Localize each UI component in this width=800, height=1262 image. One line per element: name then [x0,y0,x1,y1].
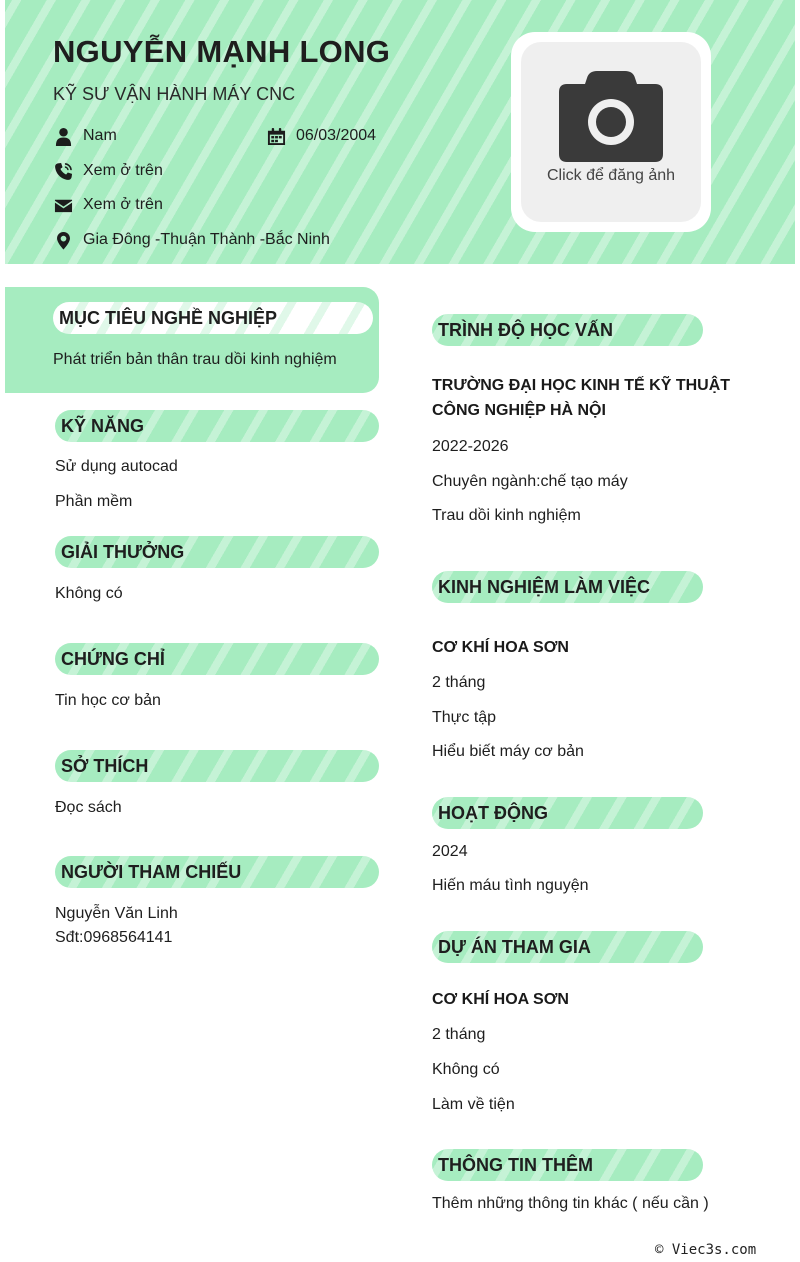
birthdate-row[interactable] [266,126,376,146]
activity-description[interactable]: Hiến máu tình nguyện [432,877,589,894]
photo-upload-label: Click để đăng ảnh [546,167,676,184]
phone-icon [53,161,73,181]
project-duration[interactable]: 2 tháng [432,1026,486,1043]
additional-info-heading[interactable]: THÔNG TIN THÊM [432,1149,703,1181]
envelope-icon [53,195,73,215]
skill-item[interactable]: Phần mềm [55,493,133,510]
award-item[interactable]: Không có [55,585,123,602]
objective-heading[interactable]: MỤC TIÊU NGHỀ NGHIỆP [53,302,373,334]
additional-info-text[interactable]: Thêm những thông tin khác ( nếu cần ) [432,1195,709,1212]
experience-company[interactable]: CƠ KHÍ HOA SƠN [432,639,569,656]
school-name-line2[interactable]: CÔNG NGHIỆP HÀ NỘI [432,402,606,419]
address-row[interactable] [53,230,330,250]
hobby-item[interactable]: Đọc sách [55,799,122,816]
cv-header [5,0,795,264]
skills-heading[interactable]: KỸ NĂNG [55,410,379,442]
experience-position[interactable]: Thực tập [432,709,497,726]
school-name-line1[interactable]: TRƯỜNG ĐẠI HỌC KINH TẾ KỸ THUẬT [432,377,731,394]
reference-phone[interactable]: Sđt:0968564141 [55,929,173,946]
education-heading[interactable]: TRÌNH ĐỘ HỌC VẤN [432,314,703,346]
experience-heading[interactable]: KINH NGHIỆM LÀM VIỆC [432,571,703,603]
candidate-name[interactable]: NGUYỄN MẠNH LONG [53,34,391,69]
certificate-item[interactable]: Tin học cơ bản [55,692,161,709]
photo-upload[interactable] [511,32,711,232]
hobbies-heading[interactable]: SỞ THÍCH [55,750,379,782]
projects-heading[interactable]: DỰ ÁN THAM GIA [432,931,703,963]
certificates-heading[interactable]: CHỨNG CHỈ [55,643,379,675]
phone-row[interactable] [53,161,163,181]
address-value: Gia Đông -Thuận Thành -Bắc Ninh [83,231,330,248]
education-period[interactable]: 2022-2026 [432,438,509,455]
photo-placeholder[interactable] [521,42,701,222]
project-role[interactable]: Không có [432,1061,500,1078]
email-value: Xem ở trên [83,196,163,213]
activities-heading[interactable]: HOẠT ĐỘNG [432,797,703,829]
awards-heading[interactable]: GIẢI THƯỞNG [55,536,379,568]
education-note[interactable]: Trau dồi kinh nghiệm [432,507,581,524]
person-icon [53,126,73,146]
calendar-icon [266,126,286,146]
references-heading[interactable]: NGƯỜI THAM CHIẾU [55,856,379,888]
objective-section [5,287,379,393]
project-name[interactable]: CƠ KHÍ HOA SƠN [432,991,569,1008]
project-description[interactable]: Làm về tiện [432,1096,515,1113]
email-row[interactable] [53,195,163,215]
reference-name[interactable]: Nguyễn Văn Linh [55,905,178,922]
skill-item[interactable]: Sử dụng autocad [55,458,178,475]
map-pin-icon [53,230,73,250]
experience-duration[interactable]: 2 tháng [432,674,486,691]
gender-row[interactable] [53,126,117,146]
gender-value: Nam [83,127,117,144]
objective-text[interactable]: Phát triển bản thân trau dồi kinh nghiệm [53,351,337,368]
camera-icon [557,70,665,164]
education-major[interactable]: Chuyên ngành:chế tạo máy [432,473,628,490]
job-title[interactable]: KỸ SƯ VẬN HÀNH MÁY CNC [53,84,296,104]
phone-value: Xem ở trên [83,162,163,179]
copyright-footer: © Viec3s.com [655,1242,757,1258]
activity-year[interactable]: 2024 [432,843,468,860]
birthdate-value: 06/03/2004 [296,127,377,144]
experience-description[interactable]: Hiểu biết máy cơ bản [432,743,584,760]
